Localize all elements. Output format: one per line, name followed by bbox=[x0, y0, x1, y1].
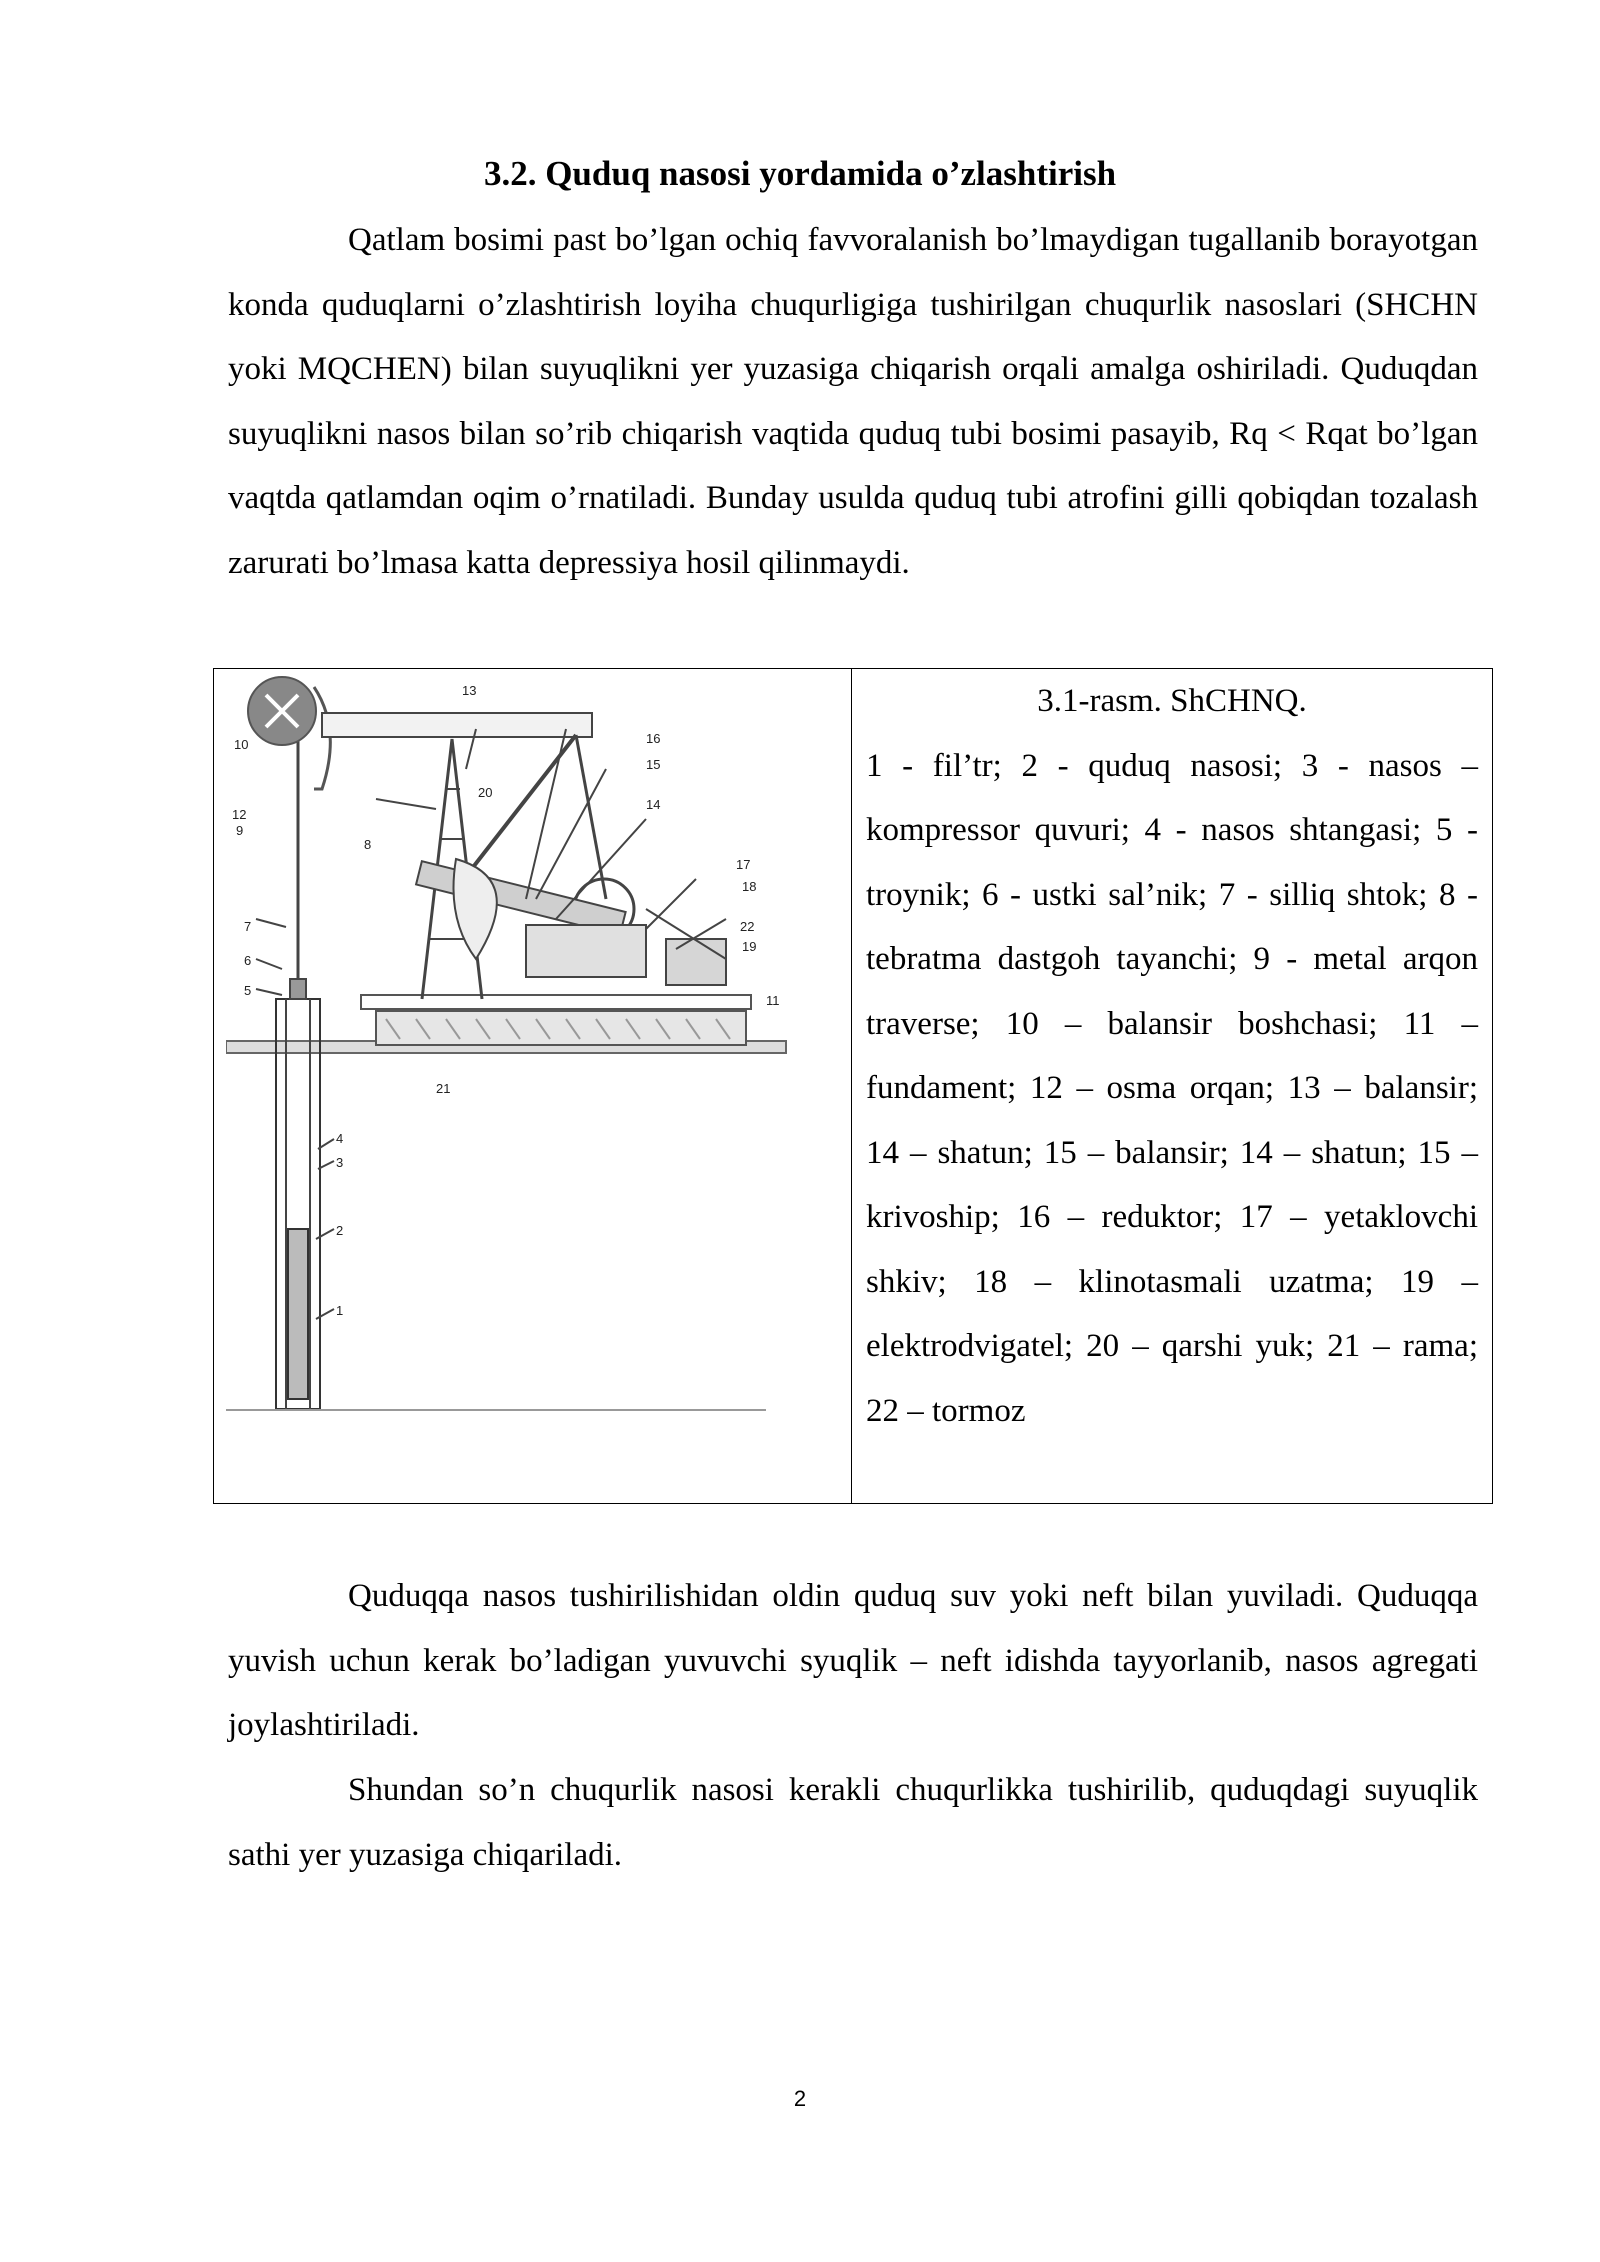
label-9: 9 bbox=[236, 823, 244, 838]
label-17: 17 bbox=[736, 857, 751, 872]
label-14: 14 bbox=[646, 797, 661, 812]
label-15: 15 bbox=[646, 757, 661, 772]
label-8: 8 bbox=[364, 837, 372, 852]
figure-table bbox=[213, 668, 1493, 1504]
washing-paragraph: Quduqqa nasos tushirilishidan oldin quduq suv yoki neft bilan yuviladi. Quduqqa yuvish uchun kerak bo’ladigan yuvuvchi syuqlik – neft idishda tayyorlanib, nasos agregati joylashtiriladi. bbox=[228, 1578, 1478, 1743]
section-heading: 3.2. Quduq nasosi yordamida o’zlashtirish bbox=[483, 154, 1117, 193]
label-4: 4 bbox=[336, 1131, 344, 1146]
label-12: 12 bbox=[232, 807, 247, 822]
label-3: 3 bbox=[336, 1155, 344, 1170]
figure-divider bbox=[851, 669, 852, 1503]
label-16: 16 bbox=[646, 731, 661, 746]
page-number: 2 bbox=[793, 2086, 807, 2111]
caption-title: 3.1-rasm. ShCHNQ. bbox=[1037, 683, 1307, 719]
label-18: 18 bbox=[742, 879, 757, 894]
label-19: 19 bbox=[742, 939, 757, 954]
figure-caption bbox=[866, 669, 1478, 1443]
label-6: 6 bbox=[244, 953, 252, 968]
label-20: 20 bbox=[478, 785, 493, 800]
label-22: 22 bbox=[740, 919, 755, 934]
label-13: 13 bbox=[462, 683, 477, 698]
label-5: 5 bbox=[244, 983, 252, 998]
pump-descent-paragraph: Shundan so’n chuqurlik nasosi kerakli chuqurlikka tushirilib, quduqdagi suyuqlik sathi yer yuzasiga chiqariladi. bbox=[228, 1772, 1478, 1873]
intro-paragraph: Qatlam bosimi past bo’lgan ochiq favvoralanish bo’lmaydigan tugallanib borayotgan konda quduqlarni o’zlashtirish loyiha chuqurligiga tushirilgan chuqurlik nasoslari (SHCHN yoki MQCHEN) bilan suyuqlikni yer yuzasiga chiqarish orqali amalga oshiriladi. Quduqdan suyuqlikni nasos bilan so’rib chiqarish vaqtida quduq tubi bosimi pasayib, Rq < Rqat bo’lgan vaqtda qatlamdan oqim o’rnatiladi. Bunday usulda quduq tubi atrofini gilli qobiqdan tozalash zarurati bo’lmasa katta depressiya hosil qilinmaydi. bbox=[228, 222, 1478, 581]
pump-jack-diagram bbox=[226, 669, 838, 1417]
label-10: 10 bbox=[234, 737, 249, 752]
label-2: 2 bbox=[336, 1223, 344, 1238]
label-1: 1 bbox=[336, 1303, 344, 1318]
caption-legend: 1 - fil’tr; 2 - quduq nasosi; 3 - nasos – kompressor quvuri; 4 - nasos shtangasi; 5 - troynik; 6 - ustki sal’nik; 7 - silliq shtok; 8 - tebratma dastgoh tayanchi; 9 - metal arqon traverse; 10 – balansir boshchasi; 11 – fundament; 12 – osma orqan; 13 – balansir; 14 – shatun; 15 – balansir; 14 – shatun; 15 – krivoship; 16 – reduktor; 17 – yetaklovchi shkiv; 18 – klinotasmali uzatma; 19 – elektrodvigatel; 20 – qarshi yuk; 21 – rama; 22 – tormoz bbox=[866, 747, 1478, 1429]
label-11: 11 bbox=[766, 993, 780, 1008]
label-7: 7 bbox=[244, 919, 252, 934]
label-21: 21 bbox=[436, 1081, 451, 1096]
